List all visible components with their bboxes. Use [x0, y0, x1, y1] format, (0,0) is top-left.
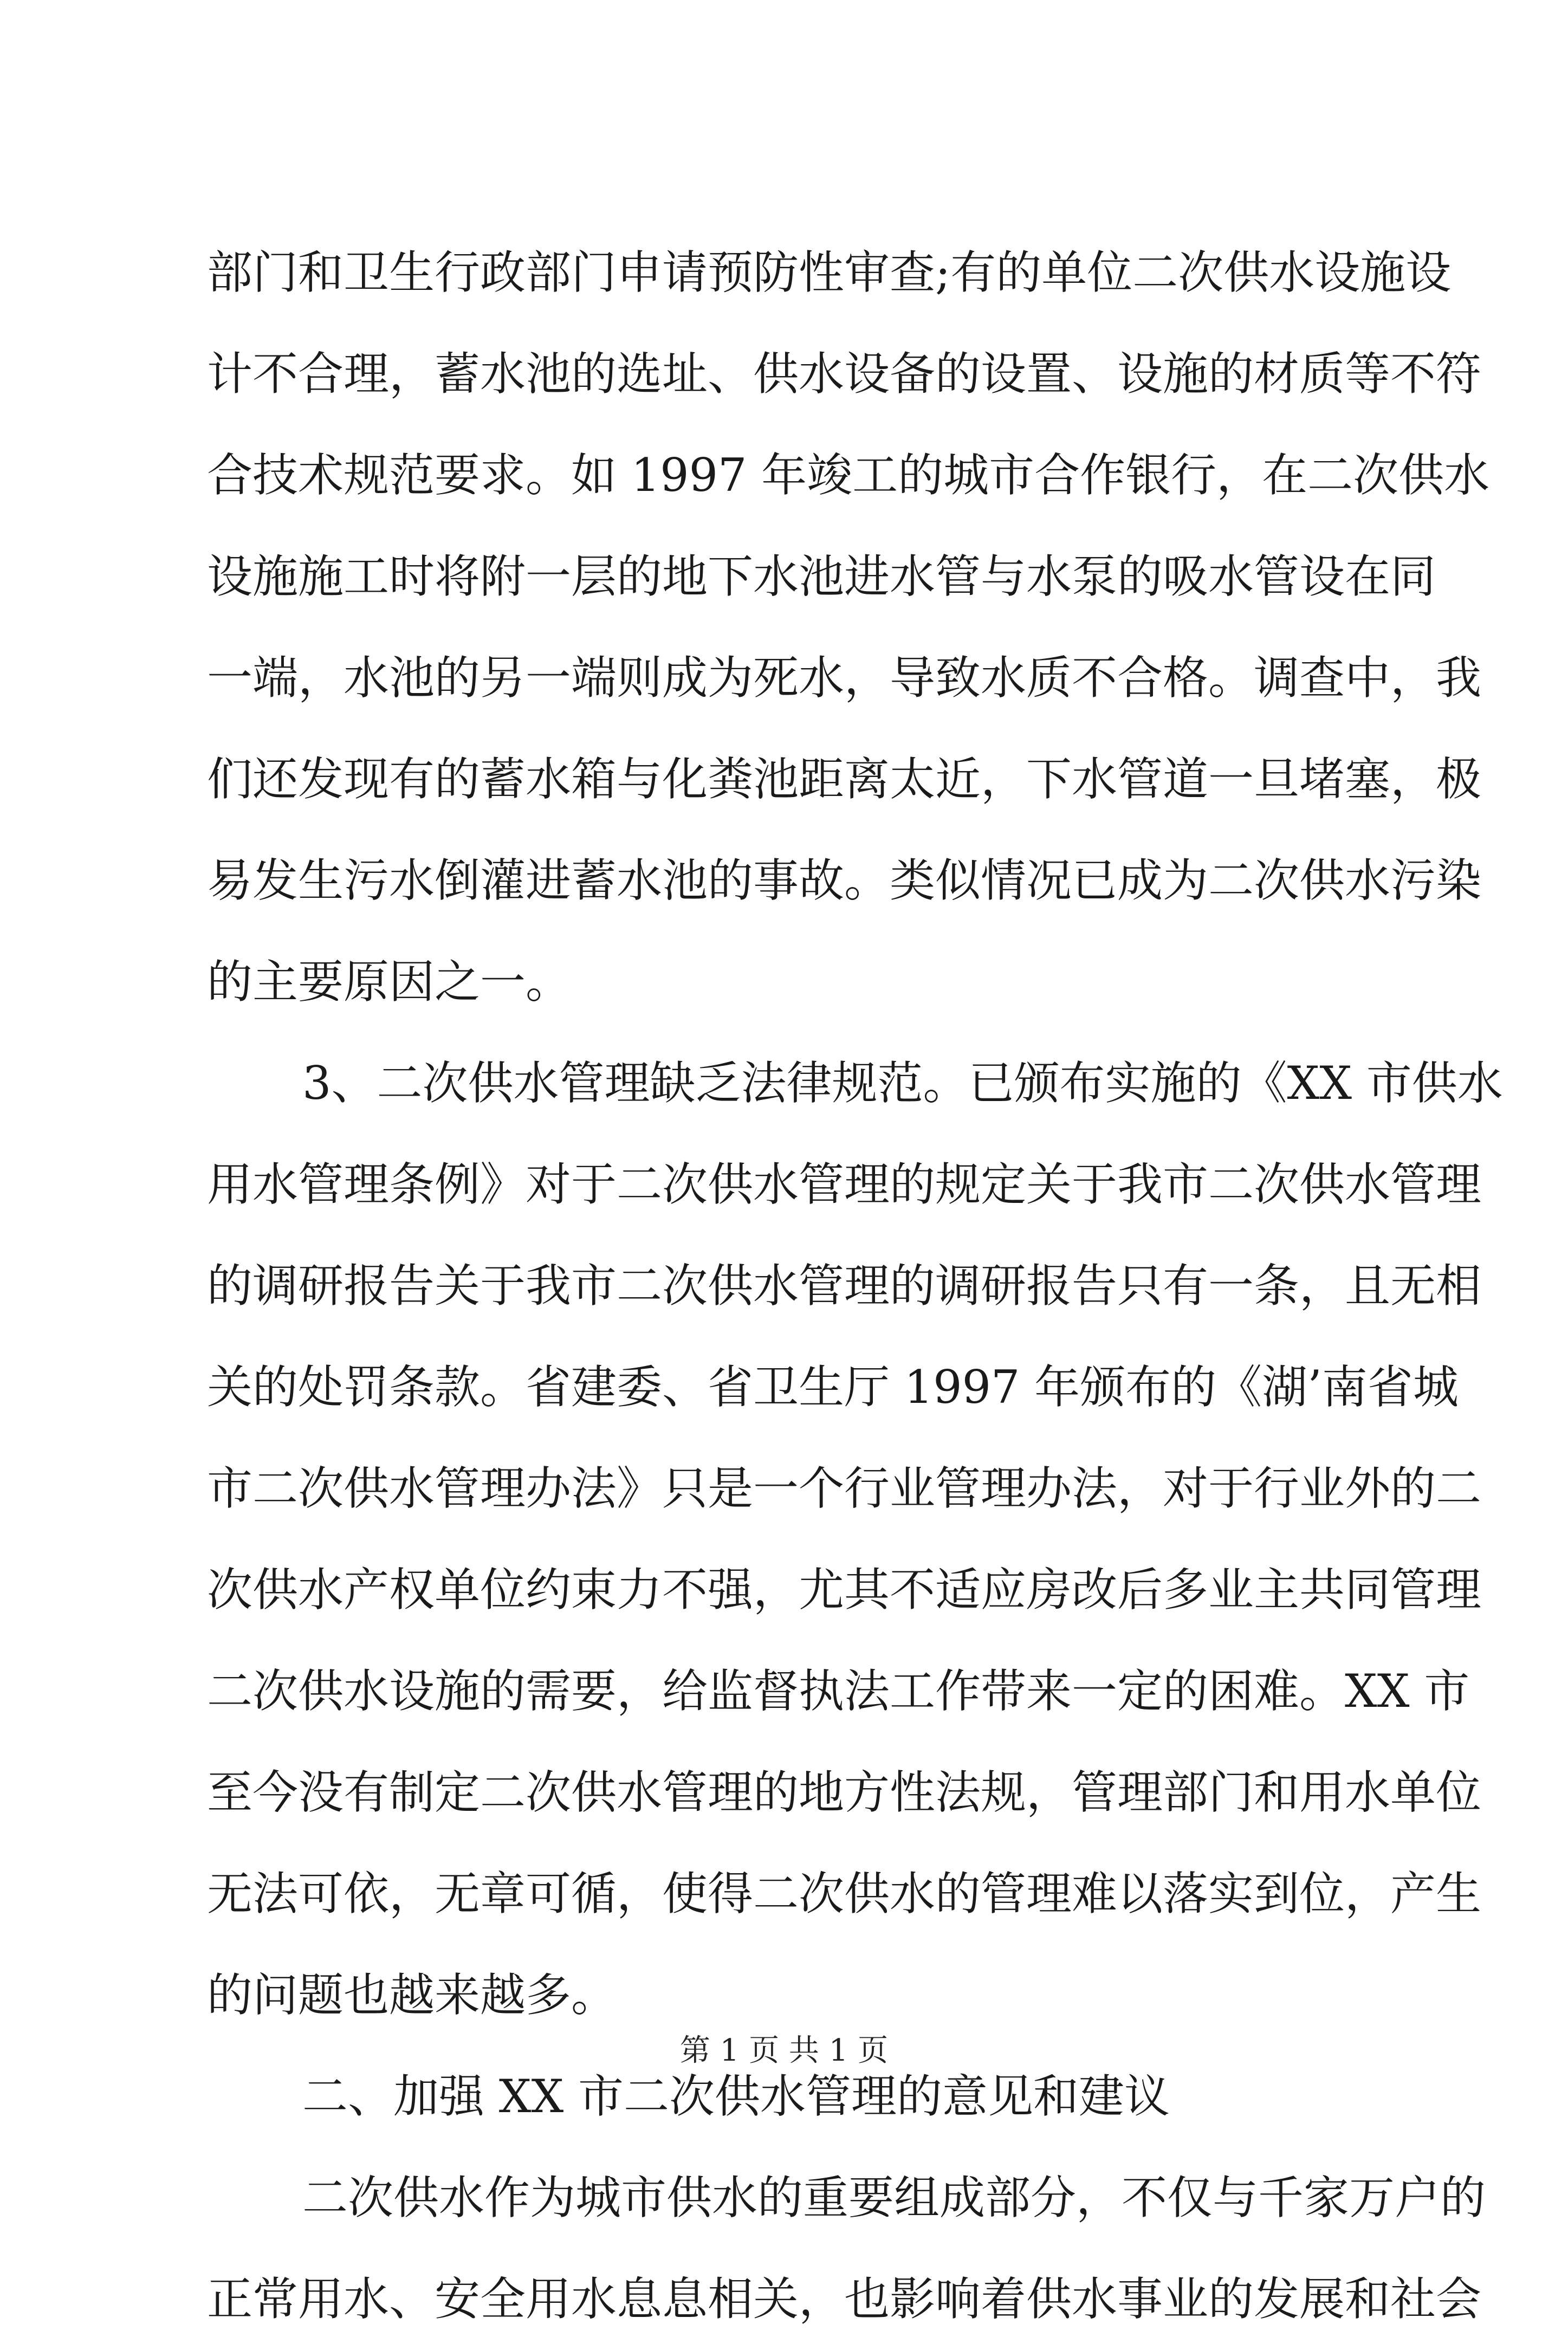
- section-paragraph-start: 3、二次供水管理缺乏法律规范。已颁布实施的《XX 市供水: [302, 1057, 1503, 1110]
- section-heading: 二、加强 XX 市二次供水管理的意见和建议: [302, 2070, 1170, 2123]
- text-line: 关的处罚条款。省建委、省卫生厅 1997 年颁布的《湖’南省城: [207, 1361, 1459, 1414]
- section-paragraph-start: 二次供水作为城市供水的重要组成部分，不仅与千家万户的: [302, 2171, 1486, 2224]
- text-line: 合技术规范要求。如 1997 年竣工的城市合作银行，在二次供水: [207, 449, 1490, 502]
- text-line: 的主要原因之一。: [207, 955, 572, 1008]
- text-line: 次供水产权单位约束力不强，尤其不适应房改后多业主共同管理: [207, 1563, 1482, 1616]
- page-footer: [0, 2029, 1568, 2073]
- text-line: 计不合理，蓄水池的选址、供水设备的设置、设施的材质等不符: [207, 347, 1482, 400]
- text-line: 部门和卫生行政部门申请预防性审查;有的单位二次供水设施设: [207, 246, 1452, 299]
- text-line: 设施施工时将附一层的地下水池进水管与水泵的吸水管设在同: [207, 550, 1436, 603]
- text-line: 的问题也越来越多。: [207, 1969, 617, 2022]
- text-line: 无法可依，无章可循，使得二次供水的管理难以落实到位，产生: [207, 1867, 1482, 1920]
- text-line: 用水管理条例》对于二次供水管理的规定关于我市二次供水管理: [207, 1158, 1482, 1211]
- text-line: 们还发现有的蓄水箱与化粪池距离太近，下水管道一旦堵塞，极: [207, 753, 1482, 806]
- text-line: 易发生污水倒灌进蓄水池的事故。类似情况已成为二次供水污染: [207, 854, 1482, 907]
- page-number: 第 1 页 共 1 页: [679, 2033, 889, 2068]
- text-line: 至今没有制定二次供水管理的地方性法规，管理部门和用水单位: [207, 1766, 1482, 1819]
- text-line: 正常用水、安全用水息息相关，也影响着供水事业的发展和社会: [207, 2273, 1482, 2326]
- text-line: 二次供水设施的需要，给监督执法工作带来一定的困难。XX 市: [207, 1665, 1470, 1718]
- text-line: 市二次供水管理办法》只是一个行业管理办法，对于行业外的二: [207, 1462, 1482, 1515]
- text-line: 一端，水池的另一端则成为死水，导致水质不合格。调查中，我: [207, 651, 1482, 704]
- text-line: 的调研报告关于我市二次供水管理的调研报告只有一条，且无相: [207, 1259, 1482, 1312]
